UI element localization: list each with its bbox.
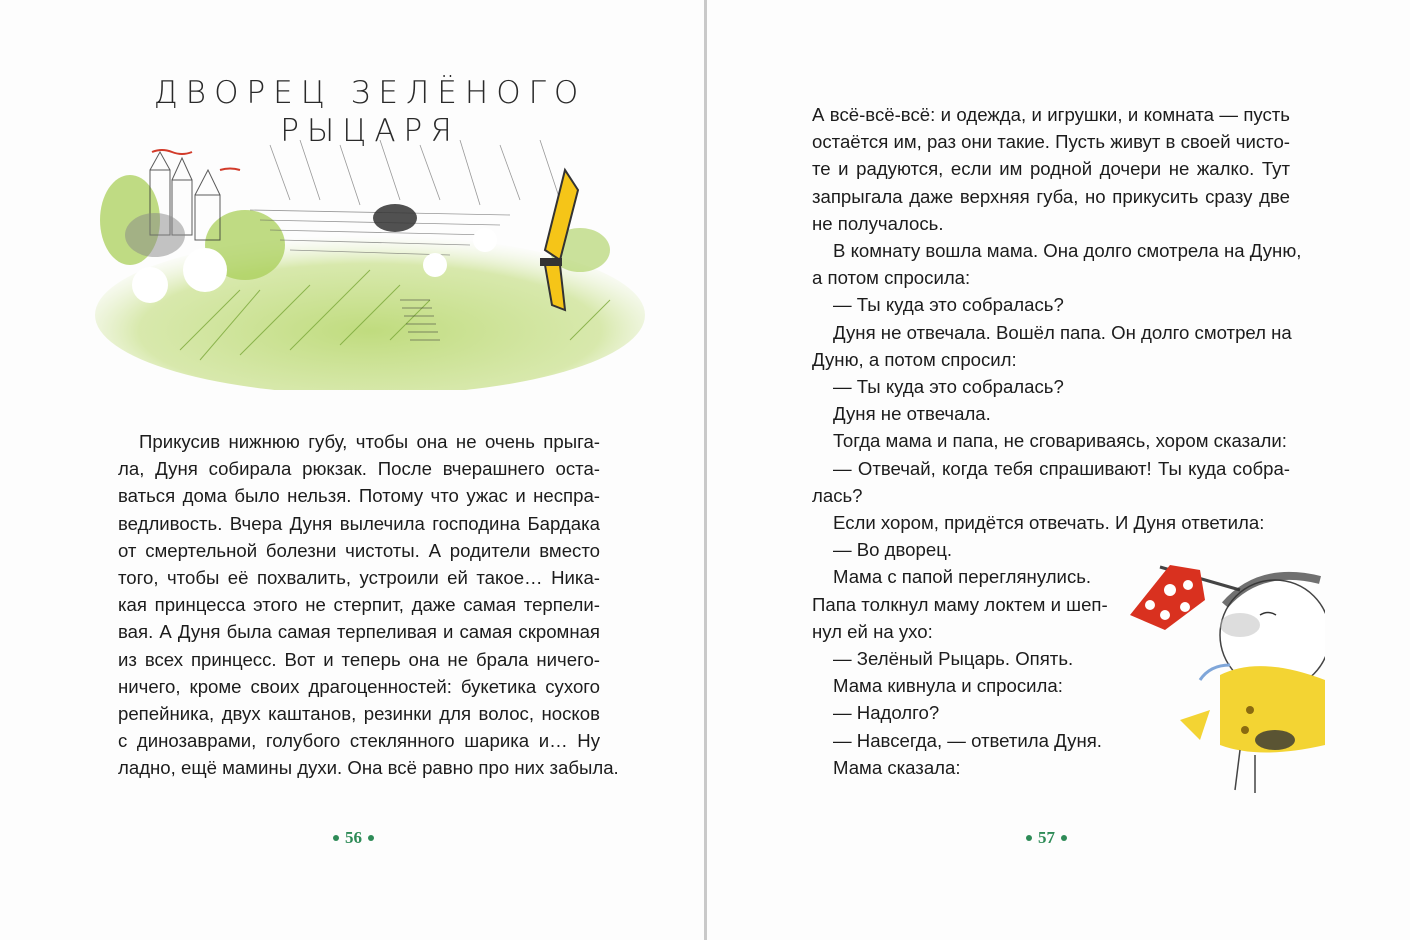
dialogue-line bbox=[812, 291, 1290, 318]
text-line: запрыгала даже верхняя губа, но прикусить сразу две bbox=[812, 185, 1290, 207]
text-line: ладно, ещё мамины духи. Она всё равно про них забыла. bbox=[118, 757, 619, 779]
text-line: репейника, двух каштанов, резинки для волос, носков bbox=[118, 703, 600, 725]
chapter-title-line-1: ДВОРЕЦ ЗЕЛЁНОГО bbox=[153, 75, 587, 111]
text-line: не получалось. bbox=[812, 212, 944, 234]
dialogue-line bbox=[812, 373, 1290, 400]
text-line: Дуню, а потом спросил: bbox=[812, 348, 1017, 370]
text-line: Мама с папой переглянулись. bbox=[833, 566, 1092, 588]
girl-with-bindle-illustration bbox=[1110, 545, 1325, 795]
text-line: — Ты куда это собралась? bbox=[833, 294, 1064, 316]
page-number-right bbox=[1026, 828, 1067, 848]
paragraph bbox=[812, 101, 1290, 237]
text-line: те и радуются, если им родной дочери не жалко. Тут bbox=[812, 158, 1290, 180]
text-line: ла, Дуня собирала рюкзак. После вчерашнего оста- bbox=[118, 458, 600, 480]
text-line: Папа толкнул маму локтем и шеп- bbox=[812, 593, 1108, 615]
text-line: Тогда мама и папа, не сговариваясь, хором сказали: bbox=[833, 430, 1287, 452]
bullet-dot-icon bbox=[368, 835, 374, 841]
text-line: Если хором, придётся отвечать. И Дуня ответила: bbox=[833, 512, 1265, 534]
meadow-illustration bbox=[90, 140, 650, 390]
dialogue-line bbox=[812, 455, 1290, 509]
text-line: ваться дома было нельзя. Потому что ужас и неспра- bbox=[118, 485, 600, 507]
bullet-dot-icon bbox=[1026, 835, 1032, 841]
text-line: с динозаврами, голубого стеклянного шарика и… Ну bbox=[118, 730, 600, 752]
text-line: лась? bbox=[812, 484, 863, 506]
text-line: Дуня не отвечала. Вошёл папа. Он долго смотрел на bbox=[833, 321, 1292, 343]
text-line: от смертельной болезни чистоты. А родители вместо bbox=[118, 539, 600, 561]
text-line: а потом спросила: bbox=[812, 267, 971, 289]
bullet-dot-icon bbox=[333, 835, 339, 841]
text-line: нул ей на ухо: bbox=[812, 620, 933, 642]
text-line: Мама кивнула и спросила: bbox=[833, 675, 1063, 697]
text-line: того, чтобы её похвалить, устроили ей такое… Ника- bbox=[118, 567, 600, 589]
text-line: — Ты куда это собралась? bbox=[833, 376, 1064, 398]
chapter-title bbox=[150, 74, 590, 150]
page-number-value: 57 bbox=[1038, 828, 1055, 847]
text-line: — Надолго? bbox=[833, 702, 940, 724]
paragraph bbox=[812, 509, 1290, 536]
page-number-value: 56 bbox=[345, 828, 362, 847]
text-line: из всех принцесс. Вот и теперь она не брала ничего- bbox=[118, 648, 600, 670]
bullet-dot-icon bbox=[1061, 835, 1067, 841]
text-line: В комнату вошла мама. Она долго смотрела на Дуню, bbox=[833, 240, 1302, 262]
text-line: Дуня не отвечала. bbox=[833, 403, 991, 425]
chapter-title-line-2: РЫЦАРЯ bbox=[280, 113, 460, 149]
text-line: вая. А Дуня была самая терпеливая и самая скромная bbox=[118, 621, 600, 643]
text-line: — Отвечай, когда тебя спрашивают! Ты куда собра- bbox=[833, 457, 1290, 479]
text-line: Прикусив нижнюю губу, чтобы она не очень прыга- bbox=[139, 431, 600, 452]
text-line: А всё-всё-всё: и одежда, и игрушки, и комната — пусть bbox=[812, 104, 1290, 125]
paragraph bbox=[812, 427, 1290, 454]
left-page-body-text bbox=[118, 428, 619, 782]
text-line: — Зелёный Рыцарь. Опять. bbox=[833, 648, 1074, 670]
text-line: — Навсегда, — ответила Дуня. bbox=[833, 729, 1102, 751]
text-line: ничего, кроме своих драгоценностей: букетика сухого bbox=[118, 675, 600, 697]
text-line: кая принцесса этого не стерпит, даже самая терпели- bbox=[118, 594, 600, 616]
text-line: остаётся им, раз они такие. Пусть живут в своей чисто- bbox=[812, 131, 1290, 153]
paragraph bbox=[812, 237, 1302, 291]
paragraph bbox=[812, 319, 1290, 373]
paragraph bbox=[812, 400, 1290, 427]
text-line: — Во дворец. bbox=[833, 539, 953, 561]
text-line: ведливость. Вчера Дуня вылечила господина Бардака bbox=[118, 512, 600, 534]
paragraph bbox=[118, 428, 619, 782]
page-number-left bbox=[333, 828, 374, 848]
text-line: Мама сказала: bbox=[833, 756, 961, 778]
